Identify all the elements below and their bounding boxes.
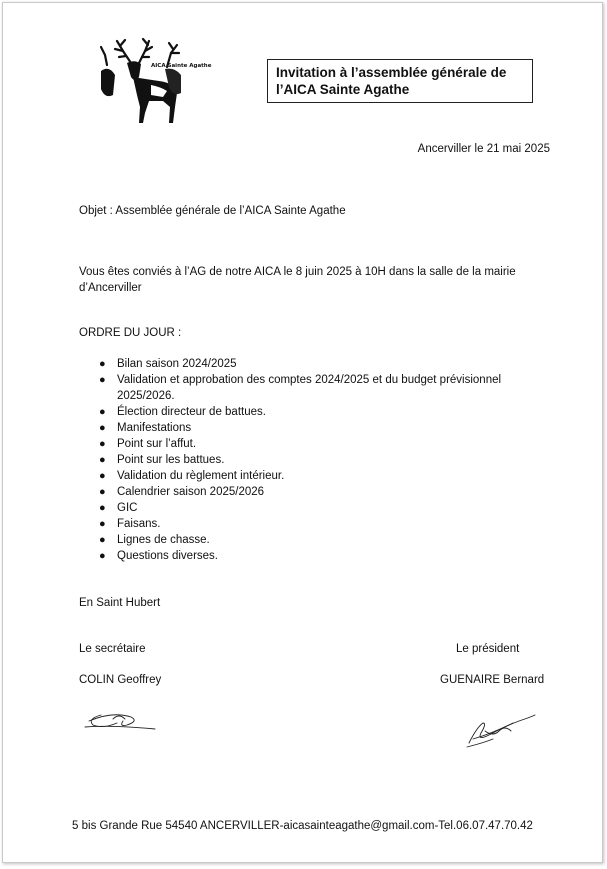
agenda-item: ● Calendrier saison 2025/2026 bbox=[99, 486, 265, 498]
agenda-list bbox=[79, 356, 549, 564]
bullet-icon: ● bbox=[99, 438, 106, 450]
bullet-icon: ● bbox=[99, 534, 106, 546]
letter-date: Ancerviller le 21 mai 2025 bbox=[417, 143, 550, 155]
bullet-icon: ● bbox=[99, 422, 106, 434]
agenda-item: ● Point sur l’affut. bbox=[99, 438, 197, 450]
bullet-icon: ● bbox=[99, 406, 106, 418]
agenda-item: ● Bilan saison 2024/2025 bbox=[99, 358, 237, 370]
agenda-item: ● Validation du règlement intérieur. bbox=[99, 470, 285, 482]
agenda-item: ● Questions diverses. bbox=[99, 550, 218, 562]
agenda-item: ● Faisans. bbox=[99, 518, 161, 530]
secretary-name: COLIN Geoffrey bbox=[79, 674, 162, 686]
title-line-2: l’AICA Sainte Agathe bbox=[276, 82, 410, 97]
bullet-icon: ● bbox=[99, 374, 106, 386]
stag-logo-icon bbox=[93, 37, 212, 127]
bullet-icon: ● bbox=[99, 358, 106, 370]
letter-subject: Objet : Assemblée générale de l’AICA Sainte Agathe bbox=[79, 205, 346, 217]
bullet-icon: ● bbox=[99, 550, 106, 562]
secretary-label: Le secrétaire bbox=[79, 643, 146, 655]
bullet-icon: ● bbox=[99, 454, 106, 466]
closing-text: En Saint Hubert bbox=[79, 597, 161, 609]
secretary-signature bbox=[83, 703, 163, 737]
bullet-icon: ● bbox=[99, 470, 106, 482]
document-page bbox=[2, 2, 603, 863]
footer-contact: 5 bis Grande Rue 54540 ANCERVILLER-aicasainteagathe@gmail.com-Tel.06.07.47.70.42 bbox=[72, 820, 533, 832]
bullet-icon: ● bbox=[99, 502, 106, 514]
agenda-item: ● GIC bbox=[99, 502, 138, 514]
bullet-icon: ● bbox=[99, 518, 106, 530]
agenda-item: ● Manifestations bbox=[99, 422, 192, 434]
agenda-item: ● Point sur les battues. bbox=[99, 454, 225, 466]
agenda-heading: ORDRE DU JOUR : bbox=[79, 327, 182, 339]
agenda-item: ● Lignes de chasse. bbox=[99, 534, 210, 546]
president-name: GUENAIRE Bernard bbox=[440, 674, 545, 686]
invitation-text: Vous êtes conviés à l’AG de notre AICA le 8 juin 2025 à 10H dans la salle de la mairie d’Ancerviller bbox=[79, 266, 516, 294]
president-label: Le président bbox=[456, 643, 520, 655]
title-line-1: Invitation à l’assemblée générale de bbox=[276, 65, 507, 80]
agenda-item: ● Validation et approbation des comptes 2024/2025 et du budget prévisionnel 2025/2026. bbox=[99, 374, 502, 402]
logo-text: AICA Sainte Agathe bbox=[151, 63, 212, 69]
bullet-icon: ● bbox=[99, 486, 106, 498]
document-title bbox=[267, 59, 533, 103]
agenda-item: ● Élection directeur de battues. bbox=[99, 406, 266, 418]
president-signature bbox=[463, 709, 543, 751]
stag-logo bbox=[93, 37, 212, 127]
